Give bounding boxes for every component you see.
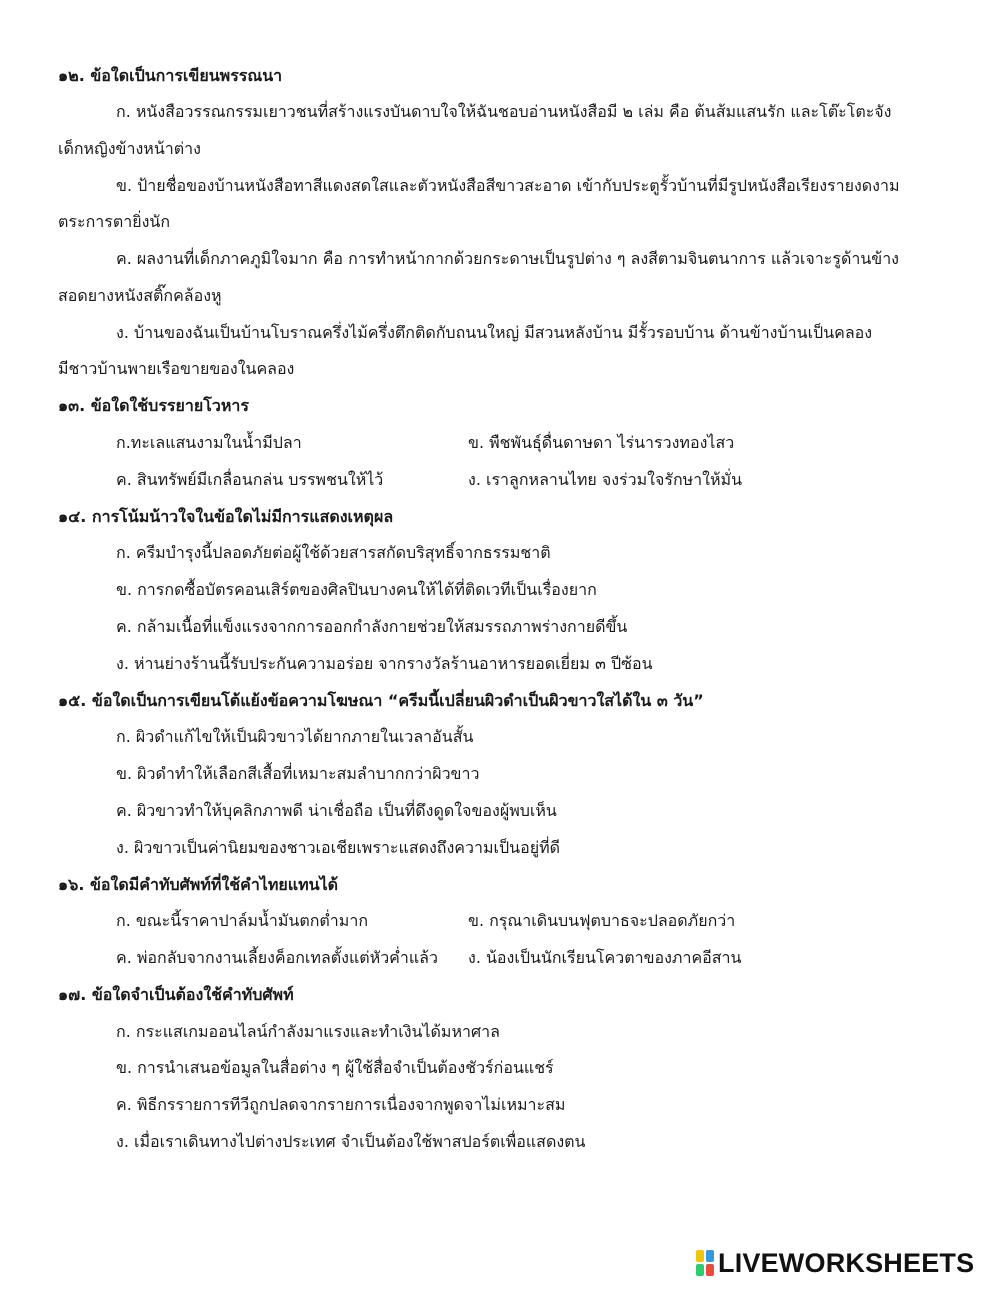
question-12-title: ๑๒. ข้อใดเป็นการเขียนพรรณนา	[58, 66, 283, 85]
question-12-option-d-cont: มีชาวบ้านพายเรือขายของในคลอง	[58, 359, 295, 378]
question-16-option-a[interactable]: ก. ขณะนี้ราคาปาล์มน้ำมันตกต่ำมาก	[116, 911, 369, 930]
liveworksheets-brand[interactable]	[696, 1247, 974, 1279]
question-12-option-c-cont: สอดยางหนังสติ๊กคล้องหู	[58, 286, 222, 305]
question-17-option-b[interactable]: ข. การนำเสนอข้อมูลในสื่อต่าง ๆ ผู้ใช้สื่อจำเป็นต้องชัวร์ก่อนแชร์	[116, 1058, 554, 1077]
question-15-option-d[interactable]: ง. ผิวขาวเป็นค่านิยมของชาวเอเชียเพราะแสดงถึงความเป็นอยู่ที่ดี	[116, 838, 560, 857]
logo-square-green	[696, 1264, 704, 1276]
question-14-option-b[interactable]: ข. การกดซื้อบัตรคอนเสิร์ตของศิลปินบางคนให้ได้ที่ติดเวทีเป็นเรื่องยาก	[116, 580, 597, 599]
question-13-option-c[interactable]: ค. สินทรัพย์มีเกลื่อนกล่น บรรพชนให้ไว้	[116, 470, 384, 489]
question-17-option-c[interactable]: ค. พิธีกรรายการทีวีถูกปลดจากรายการเนื่องจากพูดจาไม่เหมาะสม	[116, 1095, 566, 1114]
question-15-option-a[interactable]: ก. ผิวดำแก้ไขให้เป็นผิวขาวได้ยากภายในเวลาอันสั้น	[116, 727, 474, 746]
brand-text: LIVEWORKSHEETS	[718, 1247, 975, 1278]
question-14-option-c[interactable]: ค. กล้ามเนื้อที่แข็งแรงจากการออกกำลังกายช่วยให้สมรรถภาพร่างกายดีขึ้น	[116, 617, 628, 636]
question-15-title: ๑๕. ข้อใดเป็นการเขียนโต้แย้งข้อความโฆษณา “ครีมนี้เปลี่ยนผิวดำเป็นผิวขาวใสได้ใน ๓ วัน”	[58, 691, 704, 710]
logo-square-yellow	[696, 1250, 704, 1262]
question-17-option-a[interactable]: ก. กระแสเกมออนไลน์กำลังมาแรงและทำเงินได้มหาศาล	[116, 1022, 500, 1041]
question-12-option-b-cont: ตระการตายิ่งนัก	[58, 212, 171, 231]
question-12-option-c[interactable]: ค. ผลงานที่เด็กภาคภูมิใจมาก คือ การทำหน้ากากด้วยกระดาษเป็นรูปต่าง ๆ ลงสีตามจินตนาการ แล้วเจาะรูด้านข้าง	[116, 249, 899, 268]
question-14-option-d[interactable]: ง. ห่านย่างร้านนี้รับประกันความอร่อย จากรางวัลร้านอาหารยอดเยี่ยม ๓ ปีซ้อน	[116, 654, 653, 673]
question-12-option-a[interactable]: ก. หนังสือวรรณกรรมเยาวชนที่สร้างแรงบันดาบใจให้ฉันชอบอ่านหนังสือมี ๒ เล่ม คือ ต้นส้มแสนรัก และโต๊ะโตะจัง	[116, 102, 892, 121]
question-13-option-b[interactable]: ข. พืชพันธุ์ดื่นดาษดา ไร่นารวงทองไสว	[468, 433, 735, 452]
question-13-title: ๑๓. ข้อใดใช้บรรยายโวหาร	[58, 396, 249, 415]
question-15-option-c[interactable]: ค. ผิวขาวทำให้บุคลิกภาพดี น่าเชื่อถือ เป็นที่ดึงดูดใจของผู้พบเห็น	[116, 801, 557, 820]
question-12-option-a-cont: เด็กหญิงข้างหน้าต่าง	[58, 139, 201, 158]
question-16-option-c[interactable]: ค. พ่อกลับจากงานเลี้ยงค็อกเทลตั้งแต่หัวค่ำแล้ว	[116, 948, 438, 967]
question-16-option-d[interactable]: ง. น้องเป็นนักเรียนโควตาของภาคอีสาน	[468, 948, 742, 967]
question-17-option-d[interactable]: ง. เมื่อเราเดินทางไปต่างประเทศ จำเป็นต้องใช้พาสปอร์ตเพื่อแสดงตน	[116, 1132, 586, 1151]
question-16-option-b[interactable]: ข. กรุณาเดินบนฟุตบาธจะปลอดภัยกว่า	[468, 911, 736, 930]
question-14-option-a[interactable]: ก. ครีมบำรุงนี้ปลอดภัยต่อผู้ใช้ด้วยสารสกัดบริสุทธิ์จากธรรมชาติ	[116, 543, 551, 562]
question-15-option-b[interactable]: ข. ผิวดำทำให้เลือกสีเสื้อที่เหมาะสมลำบากกว่าผิวขาว	[116, 764, 480, 783]
question-17-title: ๑๗. ข้อใดจำเป็นต้องใช้คำทับศัพท์	[58, 985, 294, 1004]
question-13-option-d[interactable]: ง. เราลูกหลานไทย จงร่วมใจรักษาให้มั่น	[468, 470, 743, 489]
question-13-option-a[interactable]: ก.ทะเลแสนงามในน้ำมีปลา	[116, 433, 302, 452]
question-12-option-d[interactable]: ง. บ้านของฉันเป็นบ้านโบราณครึ่งไม้ครึ่งตึกติดกับถนนใหญ่ มีสวนหลังบ้าน มีรั้วรอบบ้าน ด้านข้างบ้านเป็นคลอง	[116, 323, 873, 342]
question-16-title: ๑๖. ข้อใดมีคำทับศัพท์ที่ใช้คำไทยแทนได้	[58, 875, 339, 894]
question-12-option-b[interactable]: ข. ป้ายชื่อของบ้านหนังสือทาสีแดงสดใสและตัวหนังสือสีขาวสะอาด เข้ากับประตูรั้วบ้านที่มีรูปหนังสือเรียงรายงดงาม	[116, 176, 900, 195]
liveworksheets-logo-icon	[696, 1250, 714, 1276]
question-14-title: ๑๔. การโน้มน้าวใจในข้อใดไม่มีการแสดงเหตุผล	[58, 507, 394, 526]
logo-square-blue	[706, 1250, 714, 1262]
logo-square-red	[706, 1264, 714, 1276]
